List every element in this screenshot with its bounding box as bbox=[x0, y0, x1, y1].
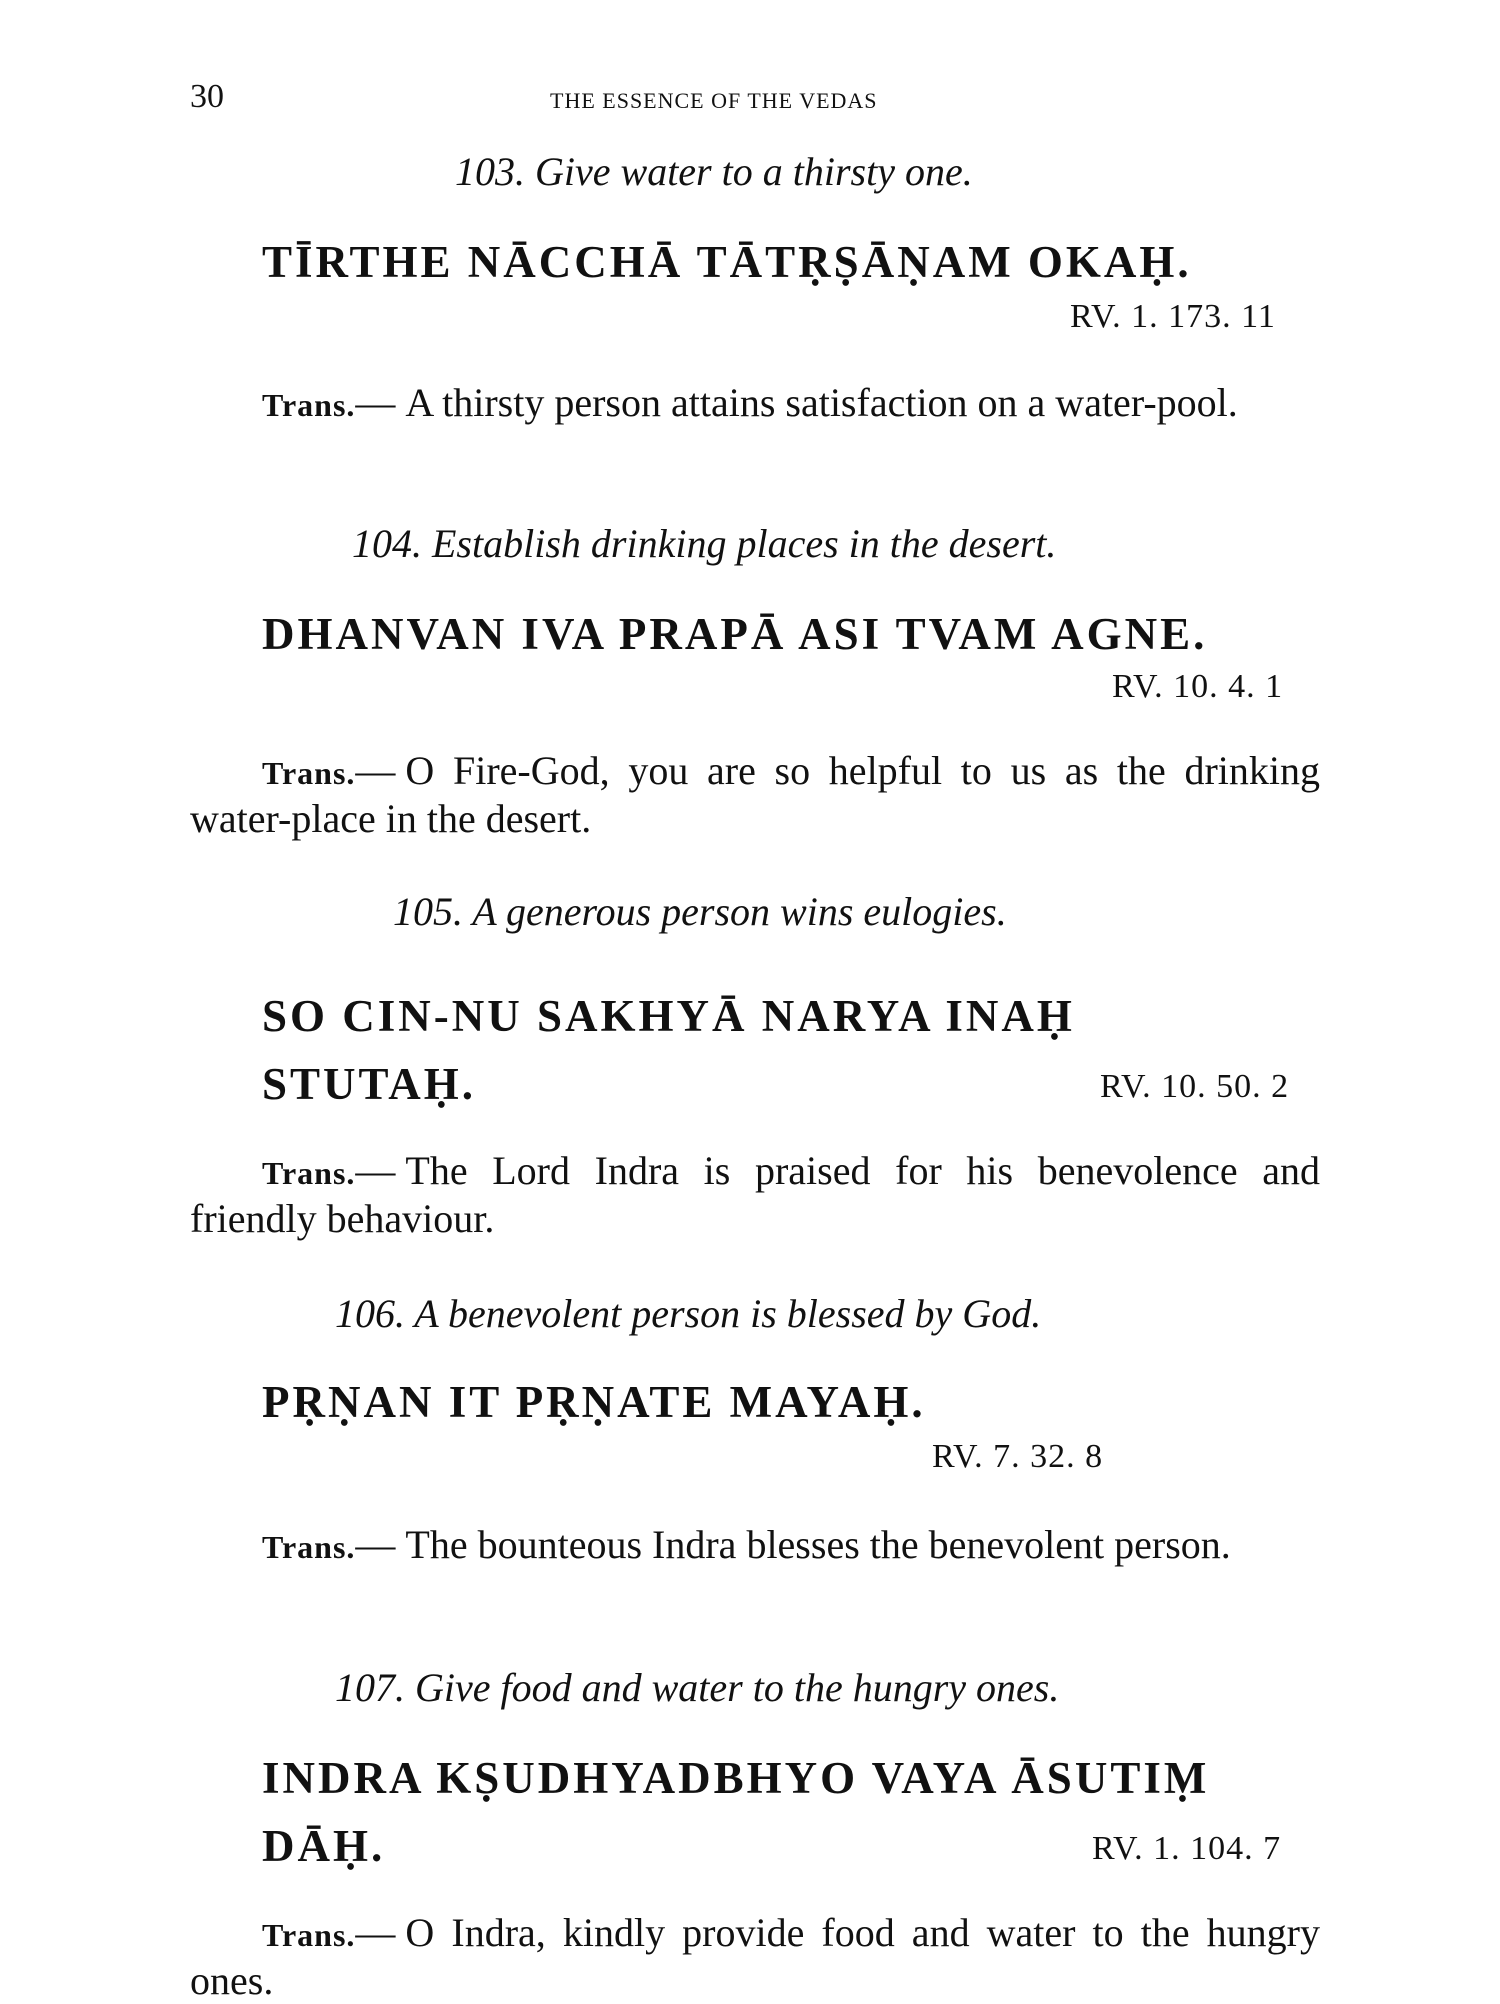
translation-text: The bounteous Indra blesses the benevolent person. bbox=[405, 1522, 1231, 1567]
translation bbox=[190, 380, 1320, 428]
reference: RV. 1. 104. 7 bbox=[1092, 1830, 1282, 1867]
reference: RV. 10. 50. 2 bbox=[1100, 1068, 1290, 1105]
entry-heading: 106. A benevolent person is blessed by God. bbox=[335, 1291, 1042, 1336]
mantra-line: DHANVAN IVA PRAPĀ ASI TVAM AGNE. bbox=[262, 609, 1208, 659]
mantra-line: PṚṆAN IT PṚṆATE MAYAḤ. bbox=[262, 1377, 926, 1427]
page-header bbox=[190, 78, 1320, 118]
reference: RV. 1. 173. 11 bbox=[1070, 298, 1276, 335]
reference: RV. 7. 32. 8 bbox=[932, 1438, 1104, 1475]
translation bbox=[190, 1522, 1320, 1570]
entry-heading: 105. A generous person wins eulogies. bbox=[393, 889, 1007, 934]
translation-text: The Lord Indra is praised for his benevolence and friendly behaviour. bbox=[190, 1148, 1320, 1241]
translation-text: O Indra, kindly provide food and water to the hungry ones. bbox=[190, 1910, 1320, 2003]
page-number: 30 bbox=[190, 78, 224, 115]
translation-text: A thirsty person attains satisfaction on a water-pool. bbox=[405, 380, 1238, 425]
entry-heading: 104. Establish drinking places in the desert. bbox=[352, 521, 1057, 566]
trans-label: Trans. bbox=[262, 1155, 356, 1191]
translation bbox=[190, 1148, 1320, 1242]
trans-label: Trans. bbox=[262, 387, 356, 423]
trans-label: Trans. bbox=[262, 755, 356, 791]
trans-dash: — bbox=[355, 748, 396, 793]
mantra-line: DĀḤ. bbox=[262, 1821, 386, 1871]
mantra-line: TĪRTHE NĀCCHĀ TĀTṚṢĀṆAM OKAḤ. bbox=[262, 237, 1192, 287]
mantra-line: STUTAḤ. bbox=[262, 1059, 476, 1109]
mantra-line: SO CIN-NU SAKHYĀ NARYA INAḤ bbox=[262, 991, 1075, 1041]
trans-dash: — bbox=[355, 380, 396, 425]
trans-dash: — bbox=[355, 1910, 396, 1955]
translation-text: O Fire-God, you are so helpful to us as the drinking water-place in the desert. bbox=[190, 748, 1320, 841]
entry-heading: 107. Give food and water to the hungry ones. bbox=[335, 1665, 1060, 1710]
trans-label: Trans. bbox=[262, 1917, 356, 1953]
running-title: THE ESSENCE OF THE VEDAS bbox=[550, 88, 878, 113]
mantra-line: INDRA KṢUDHYADBHYO VAYA ĀSUTIṂ bbox=[262, 1753, 1210, 1803]
trans-label: Trans. bbox=[262, 1529, 356, 1565]
translation bbox=[190, 1910, 1320, 2004]
trans-dash: — bbox=[355, 1522, 396, 1567]
entry-heading: 103. Give water to a thirsty one. bbox=[455, 149, 973, 194]
trans-dash: — bbox=[355, 1148, 396, 1193]
translation bbox=[190, 748, 1320, 842]
reference: RV. 10. 4. 1 bbox=[1112, 668, 1284, 705]
